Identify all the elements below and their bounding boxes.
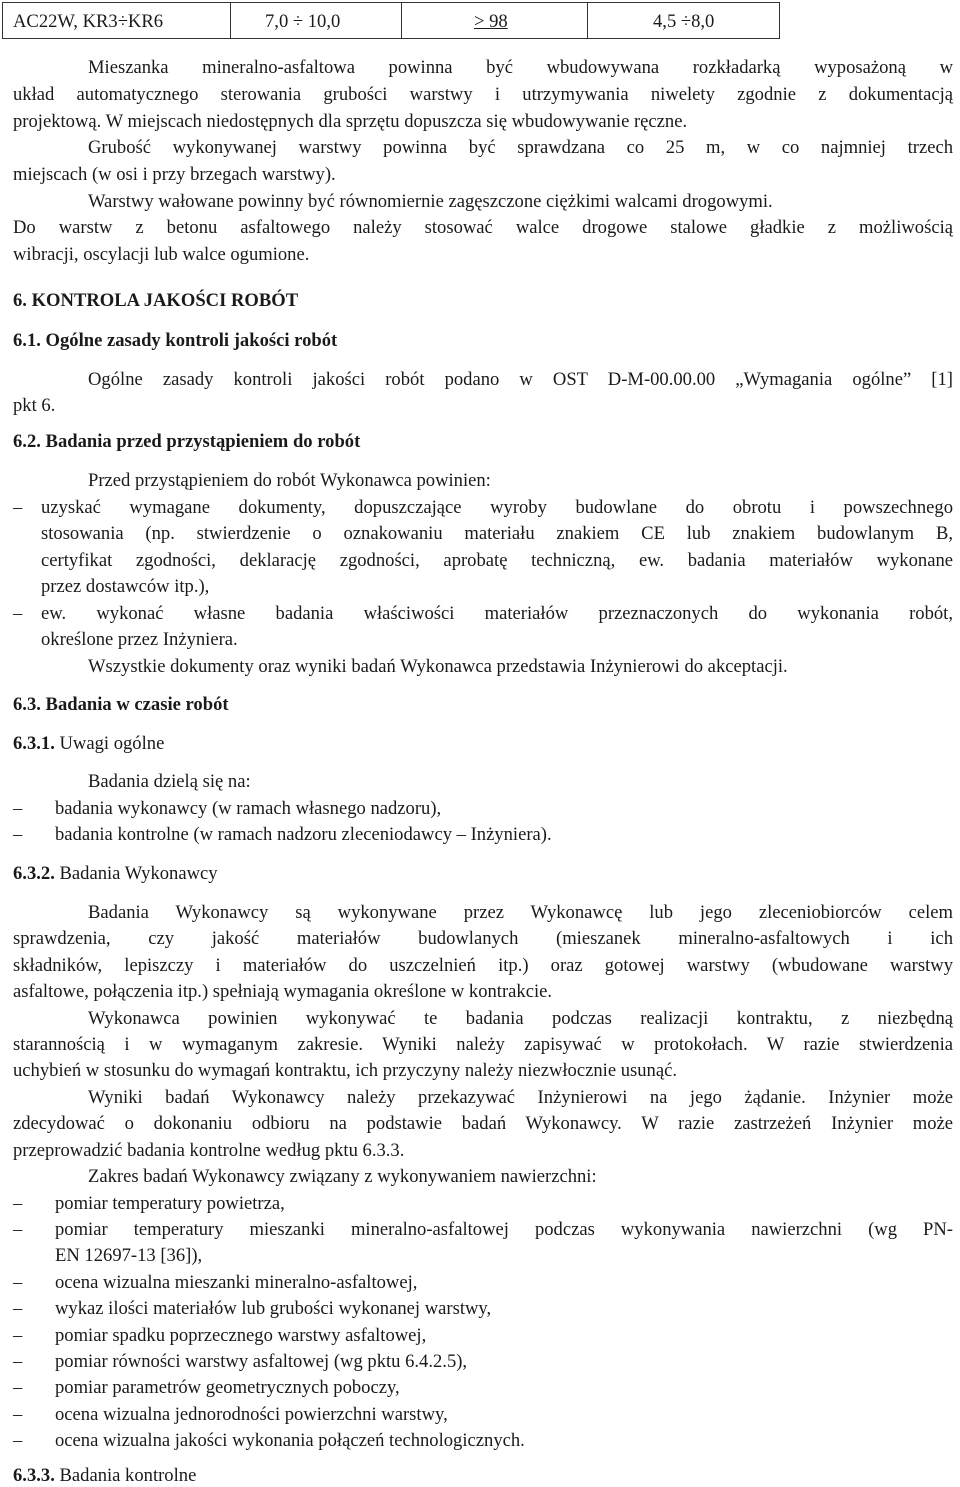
list-item-line: ew. wykonać własne badania właściwości materiałów przeznaczonych do wykonania robót, xyxy=(41,603,953,624)
list-dash xyxy=(13,1404,22,1426)
paragraph-line: Grubość wykonywanej warstwy powinna być sprawdzana co 25 m, w co najmniej trzech xyxy=(88,137,953,158)
table-cell-range-2: 4,5 ÷8,0 xyxy=(653,11,715,32)
table-divider xyxy=(401,3,402,38)
list-dash xyxy=(13,1377,22,1399)
paragraph-line: składników, lepiszczy i materiałów do uszczelnień itp.) oraz gotowej warstwy (wbudowane warstwy xyxy=(13,955,953,976)
list-dash xyxy=(13,1298,22,1320)
list-item-line: certyfikat zgodności, deklarację zgodności, aprobatę techniczną, ew. badania materiałów wykonane xyxy=(41,550,953,571)
section-heading: 6. KONTROLA JAKOŚCI ROBÓT xyxy=(13,290,299,311)
list-dash xyxy=(13,1193,22,1215)
section-heading: 6.3. Badania w czasie robót xyxy=(13,694,229,715)
section-heading: 6.1. Ogólne zasady kontroli jakości robót xyxy=(13,330,338,351)
list-dash xyxy=(13,1325,22,1347)
paragraph-line: Przed przystąpieniem do robót Wykonawca powinien: xyxy=(88,470,491,491)
subsection-title: Badania Wykonawcy xyxy=(54,863,218,884)
section-heading: 6.2. Badania przed przystąpieniem do robót xyxy=(13,431,361,452)
list-dash xyxy=(13,1219,22,1241)
paragraph-line: Zakres badań Wykonawcy związany z wykonywaniem nawierzchni: xyxy=(88,1166,597,1187)
table-cell-range-1: 7,0 ÷ 10,0 xyxy=(265,11,341,32)
paragraph-line: projektową. W miejscach niedostępnych dla sprzętu dopuszcza się wbudowywanie ręczne. xyxy=(13,111,688,132)
paragraph-line: przeprowadzić badania kontrolne według pktu 6.3.3. xyxy=(13,1140,405,1161)
list-item: ocena wizualna mieszanki mineralno-asfaltowej, xyxy=(55,1272,418,1293)
paragraph-line: Badania dzielą się na: xyxy=(88,771,251,792)
subsection-number: 6.3.1. xyxy=(13,733,55,754)
parameters-table-row xyxy=(2,2,780,39)
list-item: wykaz ilości materiałów lub grubości wykonanej warstwy, xyxy=(55,1298,492,1319)
paragraph-line: wibracji, oscylacji lub walce ogumione. xyxy=(13,244,310,265)
table-cell-compaction: > 98 xyxy=(474,11,508,32)
list-item: pomiar równości warstwy asfaltowej (wg pktu 6.4.2.5), xyxy=(55,1351,468,1372)
paragraph-line: Ogólne zasady kontroli jakości robót podano w OST D-M-00.00.00 „Wymagania ogólne” [1] xyxy=(88,369,953,390)
paragraph-line: Wszystkie dokumenty oraz wyniki badań Wykonawca przedstawia Inżynierowi do akceptacji. xyxy=(88,656,788,677)
paragraph-line: miejscach (w osi i przy brzegach warstwy). xyxy=(13,164,336,185)
list-dash xyxy=(13,603,22,625)
list-dash xyxy=(13,824,22,846)
paragraph-line: układ automatycznego sterowania grubości warstwy i utrzymywania niwelety zgodnie z dokumentacją xyxy=(13,84,953,105)
subsection-number: 6.3.2. xyxy=(13,863,55,884)
list-item: pomiar temperatury mieszanki mineralno-asfaltowej podczas wykonywania nawierzchni (wg PN- xyxy=(55,1219,953,1240)
table-divider xyxy=(230,3,231,38)
list-item: pomiar spadku poprzecznego warstwy asfaltowej, xyxy=(55,1325,427,1346)
table-cell-mixture: AC22W, KR3÷KR6 xyxy=(13,11,164,32)
list-item: badania kontrolne (w ramach nadzoru zleceniodawcy – Inżyniera). xyxy=(55,824,552,845)
paragraph-line: Do warstw z betonu asfaltowego należy stosować walce drogowe stalowe gładkie z możliwością xyxy=(13,217,953,238)
list-item: badania wykonawcy (w ramach własnego nadzoru), xyxy=(55,798,442,819)
list-item: ocena wizualna jednorodności powierzchni warstwy, xyxy=(55,1404,448,1425)
list-item: pomiar temperatury powietrza, xyxy=(55,1193,285,1214)
subsection-title: Uwagi ogólne xyxy=(54,733,165,754)
list-dash xyxy=(13,798,22,820)
subsection-heading xyxy=(13,1465,196,1487)
list-dash xyxy=(13,1351,22,1373)
paragraph-line: uchybień w stosunku do wymagań kontraktu, ich przyczyny należy niezwłocznie usunąć. xyxy=(13,1060,678,1081)
list-item-line: określone przez Inżyniera. xyxy=(41,629,238,650)
paragraph-line: Wykonawca powinien wykonywać te badania podczas realizacji kontraktu, z niezbędną xyxy=(88,1008,953,1029)
paragraph-line: Wyniki badań Wykonawcy należy przekazywać Inżynierowi na jego żądanie. Inżynier może xyxy=(88,1087,953,1108)
list-item-line: stosowania (np. stwierdzenie o oznakowaniu materiału znakiem CE lub znakiem budowlanym B, xyxy=(41,523,953,544)
subsection-title: Badania kontrolne xyxy=(54,1465,197,1486)
list-item: pomiar parametrów geometrycznych poboczy, xyxy=(55,1377,400,1398)
list-item-line: uzyskać wymagane dokumenty, dopuszczające wyroby budowlane do obrotu i powszechnego xyxy=(41,497,953,518)
paragraph-line: asfaltowe, połączenia itp.) spełniają wymagania określone w kontrakcie. xyxy=(13,981,553,1002)
paragraph-line: Badania Wykonawcy są wykonywane przez Wykonawcę lub jego zleceniobiorców celem xyxy=(88,902,953,923)
list-item-line: przez dostawców itp.), xyxy=(41,576,210,597)
paragraph-line: Mieszanka mineralno-asfaltowa powinna być wbudowywana rozkładarką wyposażoną w xyxy=(88,57,953,78)
list-dash xyxy=(13,497,22,519)
list-dash xyxy=(13,1430,22,1452)
list-dash xyxy=(13,1272,22,1294)
subsection-heading xyxy=(13,863,218,885)
list-item: EN 12697-13 [36]), xyxy=(55,1245,203,1266)
list-item: ocena wizualna jakości wykonania połączeń technologicznych. xyxy=(55,1430,525,1451)
paragraph-line: starannością i w wymaganym zakresie. Wyniki należy zapisywać w protokołach. W razie stwierdzenia xyxy=(13,1034,953,1055)
subsection-number: 6.3.3. xyxy=(13,1465,55,1486)
table-divider xyxy=(587,3,588,38)
paragraph-line: pkt 6. xyxy=(13,395,56,416)
paragraph-line: Warstwy wałowane powinny być równomiernie zagęszczone ciężkimi walcami drogowymi. xyxy=(88,191,773,212)
paragraph-line: zdecydować o dokonaniu odbioru na podstawie badań Wykonawcy. W razie zastrzeżeń Inżynier może xyxy=(13,1113,953,1134)
paragraph-line: sprawdzenia, czy jakość materiałów budowlanych (mieszanek mineralno-asfaltowych i ich xyxy=(13,928,953,949)
subsection-heading xyxy=(13,733,164,755)
